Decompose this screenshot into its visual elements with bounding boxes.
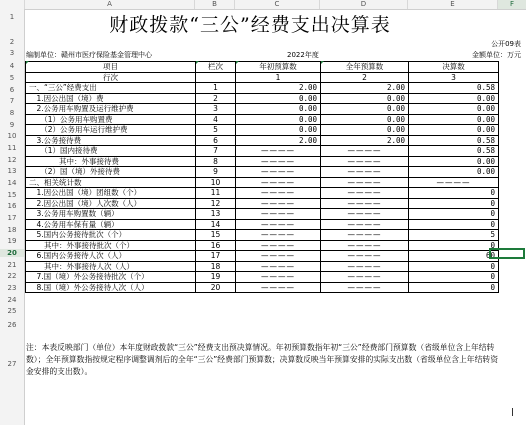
- row-initial-budget[interactable]: ————: [236, 251, 321, 262]
- row-final-amount[interactable]: 0: [409, 188, 499, 199]
- row-initial-budget[interactable]: 0.00: [236, 114, 321, 125]
- row-full-year-budget[interactable]: 0.00: [321, 104, 409, 115]
- cell-marker-icon: [26, 61, 29, 64]
- header-row: [26, 62, 499, 73]
- row-initial-budget[interactable]: ————: [236, 272, 321, 283]
- row-full-year-budget[interactable]: ————: [321, 230, 409, 241]
- column-header-f[interactable]: F: [498, 0, 526, 9]
- row-full-year-budget[interactable]: ————: [321, 219, 409, 230]
- row-final-amount[interactable]: 0.00: [409, 93, 499, 104]
- column-header-bar: [0, 0, 526, 10]
- row-header[interactable]: 11: [7, 144, 17, 152]
- money-unit: 金额单位：万元: [472, 51, 521, 59]
- row-col-no[interactable]: 15: [196, 230, 236, 241]
- row-label[interactable]: 其中：外事接待费: [26, 156, 196, 167]
- row-header[interactable]: 22: [7, 272, 17, 280]
- index-c3[interactable]: 3: [409, 72, 499, 83]
- table-row: [26, 272, 499, 283]
- row-header[interactable]: 3: [9, 49, 15, 57]
- year-label: 2022年度: [287, 51, 319, 59]
- row-col-no[interactable]: 10: [196, 177, 236, 188]
- table-row: [26, 125, 499, 136]
- row-initial-budget[interactable]: ————: [236, 167, 321, 178]
- row-col-no[interactable]: 20: [196, 282, 236, 293]
- expenditure-table: [25, 61, 499, 293]
- header-col-no[interactable]: 栏次: [196, 62, 236, 73]
- row-header[interactable]: 15: [7, 191, 17, 199]
- table-row: [26, 114, 499, 125]
- row-label[interactable]: 3.公务用车购置数（辆）: [26, 209, 196, 220]
- row-full-year-budget[interactable]: ————: [321, 272, 409, 283]
- row-label[interactable]: （2）公务用车运行维护费: [26, 125, 196, 136]
- row-final-amount[interactable]: 0.00: [409, 125, 499, 136]
- row-full-year-budget[interactable]: ————: [321, 188, 409, 199]
- row-label[interactable]: 7.国（境）外公务接待批次（个）: [26, 272, 196, 283]
- row-col-no[interactable]: 8: [196, 156, 236, 167]
- row-full-year-budget[interactable]: ————: [321, 282, 409, 293]
- row-col-no[interactable]: 18: [196, 261, 236, 272]
- index-c1[interactable]: 1: [236, 72, 321, 83]
- row-label[interactable]: （1）公务用车购置费: [26, 114, 196, 125]
- row-initial-budget[interactable]: ————: [236, 261, 321, 272]
- row-label[interactable]: 1.因公出国（境）费: [26, 93, 196, 104]
- row-label[interactable]: 2.因公出国（境）人次数（人）: [26, 198, 196, 209]
- row-header[interactable]: 9: [9, 121, 15, 129]
- row-initial-budget[interactable]: ————: [236, 156, 321, 167]
- row-header[interactable]: 2: [9, 38, 15, 46]
- row-initial-budget[interactable]: 0.00: [236, 125, 321, 136]
- row-col-no[interactable]: 9: [196, 167, 236, 178]
- row-header[interactable]: 8: [9, 109, 15, 117]
- row-final-amount[interactable]: 0.58: [409, 83, 499, 94]
- row-initial-budget[interactable]: ————: [236, 146, 321, 157]
- footnote: 注：本表反映部门（单位）本年度财政拨款“三公”经费支出预决算情况。年初预算数指年初“三公”经费部门预算数（省级单位含上年结转数）；全年预算数指按规定程序调整调剂后的全年“三公”经费部门预算数；决算数反映当年预算安排的实际支出数（省级单位含上年结转资金安排的支出数）。: [26, 343, 498, 376]
- column-header-b[interactable]: B: [195, 0, 235, 9]
- row-initial-budget[interactable]: ————: [236, 240, 321, 251]
- cell-marker-icon: [196, 61, 199, 64]
- row-col-no[interactable]: 2: [196, 93, 236, 104]
- row-label[interactable]: 8.国（境）外公务接待人次（人）: [26, 282, 196, 293]
- row-full-year-budget[interactable]: ————: [321, 167, 409, 178]
- table-row: [26, 135, 499, 146]
- cell-marker-icon: [236, 61, 239, 64]
- row-final-amount[interactable]: 0: [409, 219, 499, 230]
- row-full-year-budget[interactable]: ————: [321, 209, 409, 220]
- table-row: [26, 188, 499, 199]
- cell-marker-icon: [321, 61, 324, 64]
- row-label[interactable]: 5.国内公务接待批次（个）: [26, 230, 196, 241]
- row-full-year-budget[interactable]: ————: [321, 146, 409, 157]
- row-label[interactable]: （2）国（境）外接待费: [26, 167, 196, 178]
- row-initial-budget[interactable]: ————: [236, 219, 321, 230]
- row-full-year-budget[interactable]: 0.00: [321, 114, 409, 125]
- row-full-year-budget[interactable]: ————: [321, 261, 409, 272]
- row-initial-budget[interactable]: ————: [236, 198, 321, 209]
- index-row: [26, 72, 499, 83]
- row-col-no[interactable]: 4: [196, 114, 236, 125]
- row-final-amount[interactable]: 0.00: [409, 114, 499, 125]
- row-label[interactable]: 3.公务接待费: [26, 135, 196, 146]
- row-header[interactable]: 4: [9, 62, 15, 70]
- table-row: [26, 230, 499, 241]
- index-label[interactable]: 行次: [26, 72, 196, 83]
- row-col-no[interactable]: 3: [196, 104, 236, 115]
- row-label[interactable]: 二、相关统计数: [26, 177, 196, 188]
- row-col-no[interactable]: 19: [196, 272, 236, 283]
- row-col-no[interactable]: 5: [196, 125, 236, 136]
- index-blank[interactable]: [196, 72, 236, 83]
- row-header-bar: [0, 9, 25, 425]
- row-header[interactable]: 5: [9, 74, 15, 82]
- unit-label: 编制单位：赣州市医疗保险基金管理中心: [26, 51, 152, 59]
- row-header[interactable]: 26: [7, 321, 17, 329]
- row-col-no[interactable]: 1: [196, 83, 236, 94]
- row-final-amount[interactable]: 0.58: [409, 146, 499, 157]
- row-header[interactable]: 12: [7, 156, 17, 164]
- row-final-amount[interactable]: 0: [409, 261, 499, 272]
- header-item[interactable]: 项目: [26, 62, 196, 73]
- row-final-amount[interactable]: 0.00: [409, 156, 499, 167]
- row-header[interactable]: 21: [7, 261, 17, 269]
- row-final-amount[interactable]: 0: [409, 240, 499, 251]
- row-full-year-budget[interactable]: ————: [321, 198, 409, 209]
- row-col-no[interactable]: 16: [196, 240, 236, 251]
- row-full-year-budget[interactable]: ————: [321, 240, 409, 251]
- row-label[interactable]: 其中：外事接待批次（个）: [26, 240, 196, 251]
- table-row: [26, 104, 499, 115]
- row-header[interactable]: 10: [7, 132, 17, 140]
- column-header-c[interactable]: C: [235, 0, 320, 9]
- row-header[interactable]: 7: [9, 97, 15, 105]
- row-initial-budget[interactable]: ————: [236, 282, 321, 293]
- row-full-year-budget[interactable]: 2.00: [321, 135, 409, 146]
- row-full-year-budget[interactable]: 0.00: [321, 125, 409, 136]
- row-initial-budget[interactable]: ————: [236, 209, 321, 220]
- row-header[interactable]: 27: [7, 360, 17, 368]
- table-code: 公开09表: [491, 40, 521, 48]
- row-header[interactable]: 19: [7, 237, 17, 245]
- row-initial-budget[interactable]: 2.00: [236, 83, 321, 94]
- row-final-amount[interactable]: 0.00: [409, 167, 499, 178]
- row-col-no[interactable]: 13: [196, 209, 236, 220]
- table-row: [26, 251, 499, 262]
- row-label[interactable]: 4.公务用车保有量（辆）: [26, 219, 196, 230]
- header-final[interactable]: 决算数: [409, 62, 499, 73]
- table-row: [26, 146, 499, 157]
- row-header[interactable]: 25: [7, 307, 17, 315]
- row-header[interactable]: 18: [7, 226, 17, 234]
- row-header[interactable]: 1: [9, 13, 15, 21]
- row-full-year-budget[interactable]: ————: [321, 251, 409, 262]
- row-col-no[interactable]: 7: [196, 146, 236, 157]
- table-row: [26, 177, 499, 188]
- table-row: [26, 156, 499, 167]
- table-row: [26, 240, 499, 251]
- row-initial-budget[interactable]: 0.00: [236, 104, 321, 115]
- row-initial-budget[interactable]: ————: [236, 230, 321, 241]
- row-full-year-budget[interactable]: ————: [321, 156, 409, 167]
- row-initial-budget[interactable]: ————: [236, 188, 321, 199]
- column-header-d[interactable]: D: [320, 0, 408, 9]
- row-col-no[interactable]: 12: [196, 198, 236, 209]
- row-final-amount[interactable]: 5: [409, 230, 499, 241]
- row-final-amount[interactable]: 0: [409, 282, 499, 293]
- row-final-amount[interactable]: 0: [409, 209, 499, 220]
- row-header[interactable]: 24: [7, 296, 17, 304]
- row-initial-budget[interactable]: 2.00: [236, 135, 321, 146]
- row-final-amount[interactable]: ————: [409, 177, 499, 188]
- active-cell-selection[interactable]: [489, 248, 525, 259]
- table-row: [26, 93, 499, 104]
- row-label[interactable]: 6.国内公务接待人次（人）: [26, 251, 196, 262]
- row-label[interactable]: 其中：外事接待人次（人）: [26, 261, 196, 272]
- row-header-selected[interactable]: 20: [0, 249, 24, 257]
- row-final-amount[interactable]: 60: [409, 251, 499, 262]
- row-initial-budget[interactable]: 0.00: [236, 93, 321, 104]
- table-row: [26, 282, 499, 293]
- select-all-corner[interactable]: [0, 0, 25, 9]
- row-header[interactable]: 16: [7, 202, 17, 210]
- index-c2[interactable]: 2: [321, 72, 409, 83]
- row-final-amount[interactable]: 0.58: [409, 135, 499, 146]
- row-label[interactable]: 一、“三公”经费支出: [26, 83, 196, 94]
- table-row: [26, 167, 499, 178]
- row-final-amount[interactable]: 0: [409, 198, 499, 209]
- table-row: [26, 219, 499, 230]
- header-initial[interactable]: 年初预算数: [236, 62, 321, 73]
- header-full-year[interactable]: 全年预算数: [321, 62, 409, 73]
- row-header[interactable]: 14: [7, 179, 17, 187]
- table-row: [26, 83, 499, 94]
- row-label[interactable]: 2.公务用车购置及运行维护费: [26, 104, 196, 115]
- row-initial-budget[interactable]: ————: [236, 177, 321, 188]
- row-col-no[interactable]: 6: [196, 135, 236, 146]
- row-full-year-budget[interactable]: ————: [321, 177, 409, 188]
- row-header[interactable]: 6: [9, 86, 15, 94]
- row-full-year-budget[interactable]: 0.00: [321, 93, 409, 104]
- text-cursor-icon: [512, 408, 513, 416]
- report-title: 财政拨款“三公”经费支出决算表: [109, 14, 391, 36]
- row-label[interactable]: 1.因公出国（境）团组数（个）: [26, 188, 196, 199]
- row-full-year-budget[interactable]: 2.00: [321, 83, 409, 94]
- table-row: [26, 261, 499, 272]
- table-row: [26, 198, 499, 209]
- row-col-no[interactable]: 17: [196, 251, 236, 262]
- row-final-amount[interactable]: 0: [409, 272, 499, 283]
- row-col-no[interactable]: 14: [196, 219, 236, 230]
- row-header[interactable]: 17: [7, 214, 17, 222]
- column-header-e[interactable]: E: [408, 0, 498, 9]
- row-header[interactable]: 23: [7, 284, 17, 292]
- table-row: [26, 209, 499, 220]
- row-header[interactable]: 13: [7, 167, 17, 175]
- column-header-a[interactable]: A: [25, 0, 195, 9]
- row-label[interactable]: （1）国内接待费: [26, 146, 196, 157]
- row-col-no[interactable]: 11: [196, 188, 236, 199]
- row-final-amount[interactable]: 0.00: [409, 104, 499, 115]
